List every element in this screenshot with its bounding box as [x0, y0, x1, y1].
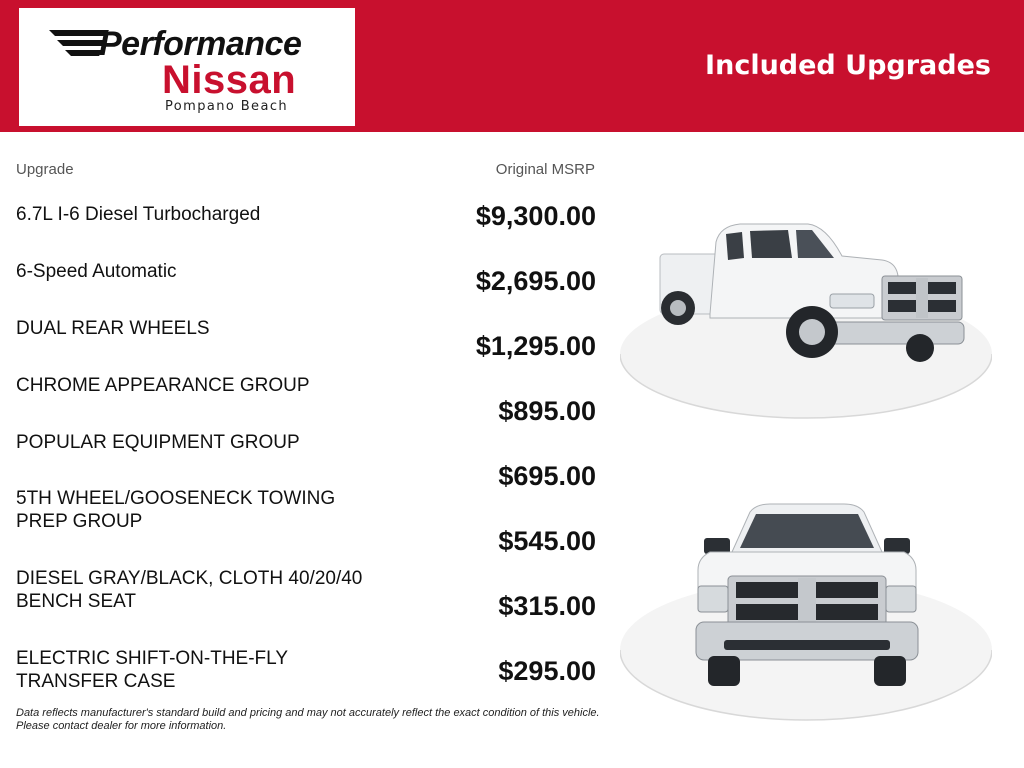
truck-front-photo[interactable]	[620, 490, 992, 740]
disclaimer-line: Data reflects manufacturer's standard build and pricing and may not accurately reflect the exact condition of this vehicle.	[16, 707, 600, 719]
upgrade-price: $2,695.00	[475, 266, 596, 296]
logo-performance-text: Performance	[99, 25, 302, 63]
upgrade-name: 6.7L I-6 Diesel Turbocharged	[16, 204, 261, 225]
logo-location-text: Pompano Beach	[165, 99, 289, 114]
upgrade-name: ELECTRIC SHIFT-ON-THE-FLY TRANSFER CASE	[16, 648, 288, 692]
column-header-msrp: Original MSRP	[495, 161, 595, 178]
truck-side-photo[interactable]	[620, 196, 992, 432]
page-title: Included Upgrades	[705, 50, 991, 81]
logo-nissan-text: Nissan	[162, 58, 297, 102]
header-banner	[0, 0, 1024, 132]
disclaimer-line: Please contact dealer for more information.	[16, 720, 227, 732]
upgrade-name: DIESEL GRAY/BLACK, CLOTH 40/20/40 BENCH SEAT	[16, 568, 363, 612]
upgrade-price: $545.00	[498, 526, 596, 556]
upgrade-name: CHROME APPEARANCE GROUP	[16, 375, 310, 396]
upgrade-price: $295.00	[498, 656, 596, 686]
upgrade-name: POPULAR EQUIPMENT GROUP	[16, 432, 300, 453]
dealer-logo[interactable]	[19, 8, 355, 126]
upgrade-name: 5TH WHEEL/GOOSENECK TOWING PREP GROUP	[16, 488, 336, 532]
upgrade-price: $315.00	[498, 591, 596, 621]
upgrade-price: $9,300.00	[475, 201, 596, 231]
upgrade-price: $695.00	[498, 461, 596, 491]
upgrade-price: $895.00	[498, 396, 596, 426]
column-header-upgrade: Upgrade	[16, 161, 74, 178]
upgrade-name: 6-Speed Automatic	[16, 261, 177, 282]
upgrade-name: DUAL REAR WHEELS	[16, 318, 210, 339]
disclaimer-text	[16, 707, 606, 733]
upgrade-price: $1,295.00	[475, 331, 596, 361]
